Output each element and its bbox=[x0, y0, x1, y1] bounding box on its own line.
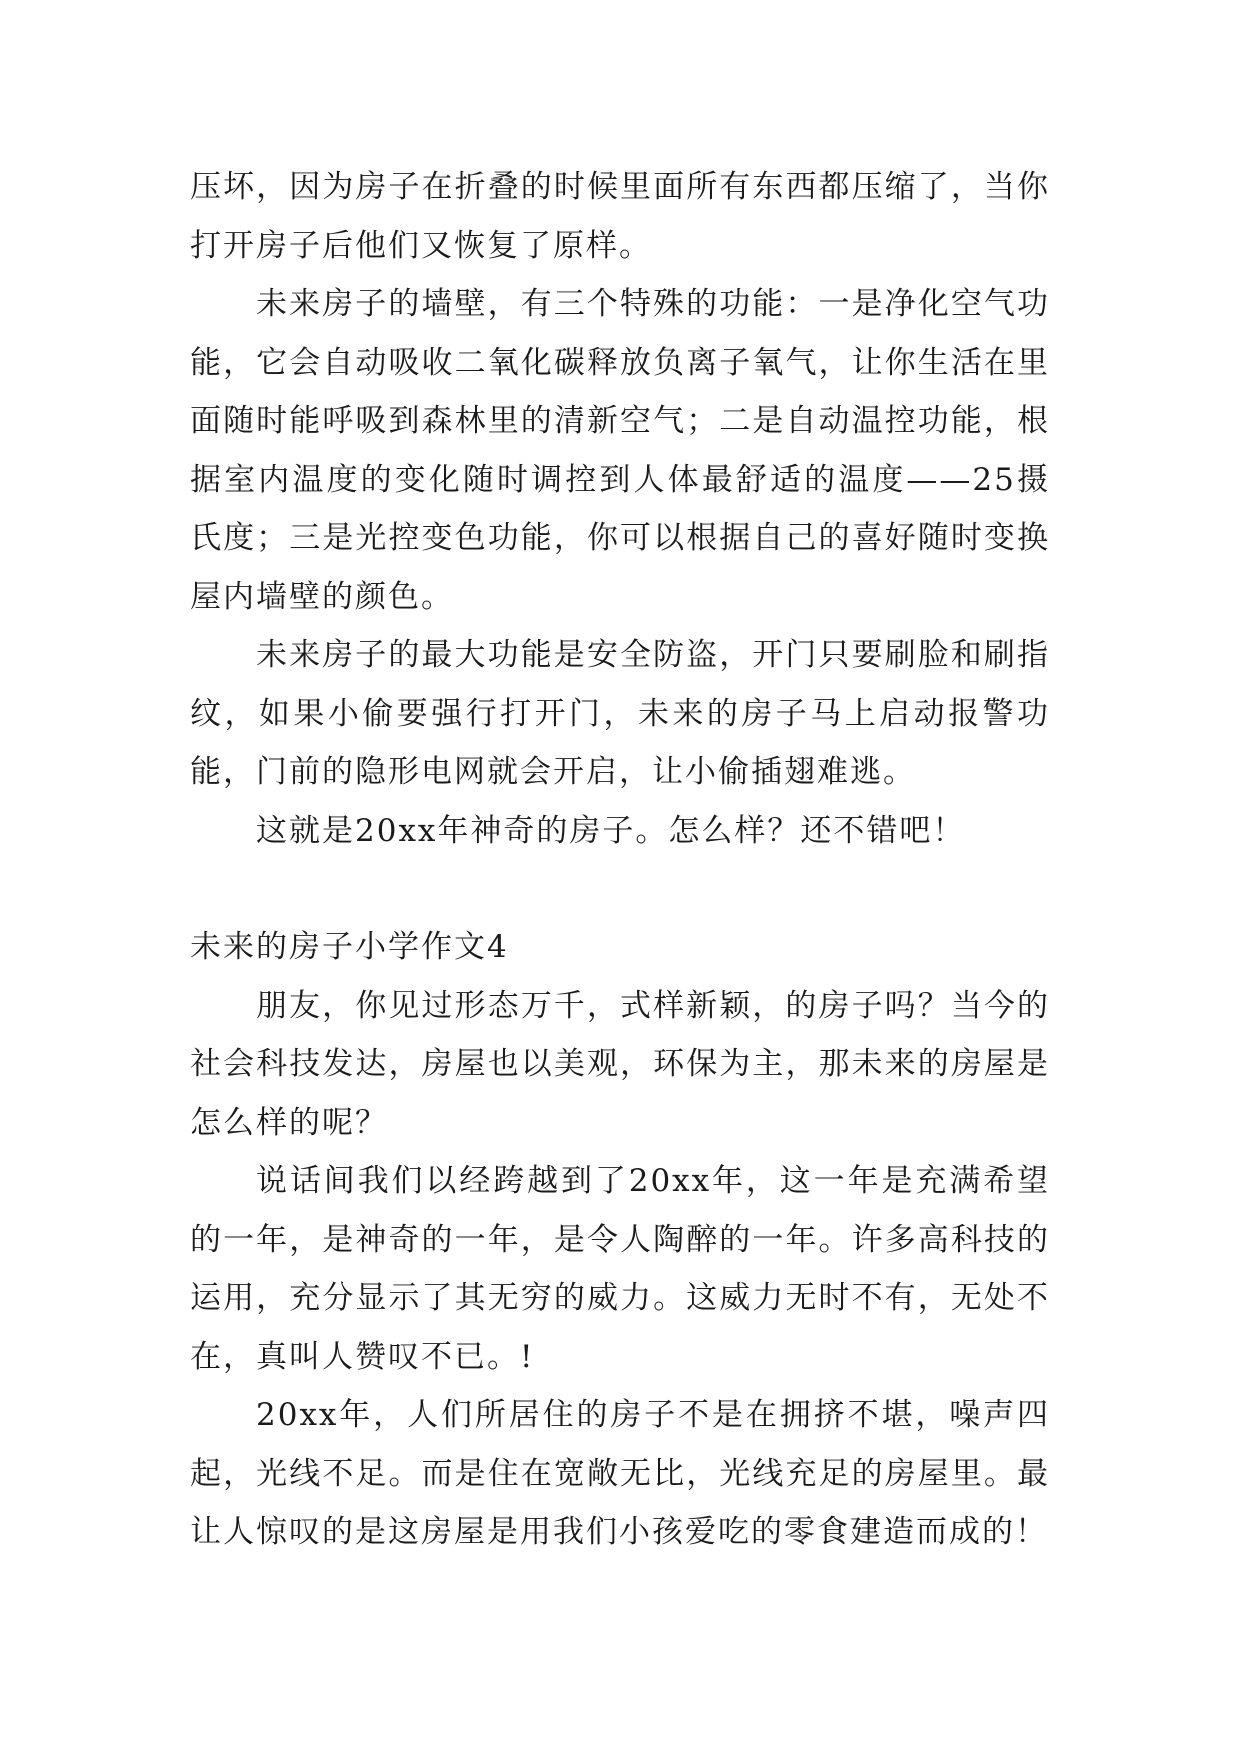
section-title: 未来的房子小学作文4 bbox=[190, 929, 509, 965]
paragraph: 说话间我们以经跨越到了20xx年，这一年是充满希望的一年，是神奇的一年，是令人陶醉的一年。许多高科技的运用，充分显示了其无穷的威力。这威力无时不有，无处不在，真叫人赞叹不已。! bbox=[190, 1163, 1050, 1375]
paragraph: 朋友，你见过形态万千，式样新颖，的房子吗？当今的社会科技发达，房屋也以美观，环保为主，那未来的房屋是怎么样的呢？ bbox=[190, 987, 1050, 1141]
paragraph: 未来房子的墙壁，有三个特殊的功能：一是净化空气功能，它会自动吸收二氧化碳释放负离子氧气，让你生活在里面随时能呼吸到森林里的清新空气；二是自动温控功能，根据室内温度的变化随时调控到人体最舒适的温度——25摄氏度；三是光控变色功能，你可以根据自己的喜好随时变换屋内墙壁的颜色。 bbox=[190, 286, 1050, 615]
paragraph: 压坏，因为房子在折叠的时候里面所有东西都压缩了，当你打开房子后他们又恢复了原样。 bbox=[190, 169, 1050, 264]
paragraph: 这就是20xx年神奇的房子。怎么样？还不错吧！ bbox=[256, 812, 966, 849]
paragraph: 20xx年，人们所居住的房子不是在拥挤不堪，噪声四起，光线不足。而是住在宽敞无比，光线充足的房屋里。最让人惊叹的是这房屋是用我们小孩爱吃的零食建造而成的！ bbox=[190, 1397, 1050, 1550]
paragraph: 未来房子的最大功能是安全防盗，开门只要刷脸和刷指纹，如果小偷要强行打开门，未来的房子马上启动报警功能，门前的隐形电网就会开启，让小偷插翅难逃。 bbox=[190, 637, 1050, 790]
document-body bbox=[190, 158, 1050, 1562]
